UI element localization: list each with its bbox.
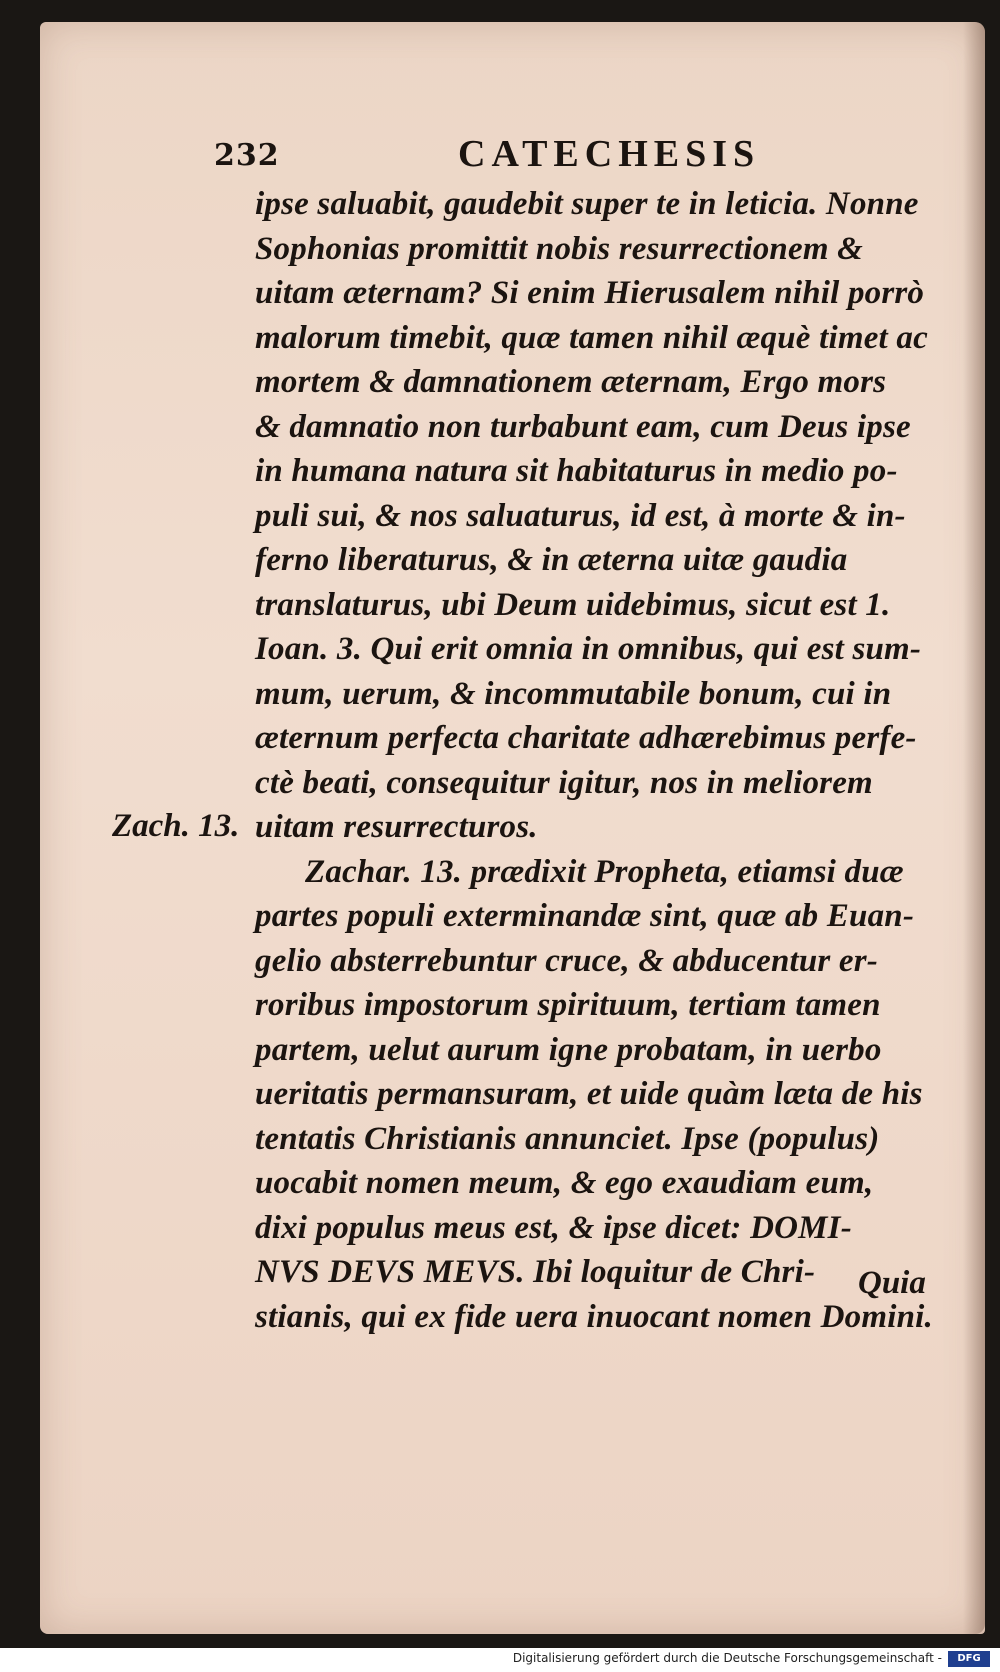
text-line: & damnatio non turbabunt eam, cum Deus ipse xyxy=(255,408,911,445)
text-line: Zachar. 13. prædixit Propheta, etiamsi duæ xyxy=(305,853,904,890)
text-line: in humana natura sit habitaturus in medio po- xyxy=(255,453,898,489)
text-line: stianis, qui ex fide uera inuocant nomen Domini. xyxy=(255,1298,933,1335)
text-line: tentatis Christianis annunciet. Ipse (populus) xyxy=(255,1120,880,1157)
text-line: translaturus, ubi Deum uidebimus, sicut est 1. xyxy=(255,586,891,623)
text-line: Ioan. 3. Qui erit omnia in omnibus, qui est sum- xyxy=(255,631,922,667)
page-number: 232 xyxy=(214,138,280,173)
text-line: ferno liberaturus, & in æterna uitæ gaudia xyxy=(255,542,848,578)
text-line: ipse saluabit, gaudebit super te in leticia. Nonne xyxy=(255,186,919,222)
text-line: dixi populus meus est, & ipse dicet: DOMI- xyxy=(255,1209,852,1246)
text-line: mortem & damnationem æternam, Ergo mors xyxy=(255,364,887,400)
text-line: NVS DEVS MEVS. Ibi loquitur de Chri- xyxy=(255,1254,816,1290)
text-line: partem, uelut aurum igne probatam, in uerbo xyxy=(255,1031,882,1068)
text-line: ueritatis permansuram, et uide quàm læta de his xyxy=(255,1076,923,1112)
funding-credit: Digitalisierung gefördert durch die Deutsche Forschungsgemeinschaft - xyxy=(512,1651,942,1665)
text-line: puli sui, & nos saluaturus, id est, à morte & in- xyxy=(255,497,906,534)
marginal-note: Zach. 13. xyxy=(112,808,240,844)
text-line: malorum timebit, quæ tamen nihil æquè timet ac xyxy=(255,319,928,356)
page-edge-shadow xyxy=(963,22,985,1634)
text-line: æternum perfecta charitate adhærebimus perfe- xyxy=(255,720,917,756)
text-line: uitam resurrecturos. xyxy=(255,809,538,845)
text-line: ctè beati, consequitur igitur, nos in meliorem xyxy=(255,764,873,801)
catchword: Quia xyxy=(858,1265,926,1301)
running-head xyxy=(0,132,1000,182)
text-line: uocabit nomen meum, & ego exaudiam eum, xyxy=(255,1165,874,1201)
running-title: CATECHESIS xyxy=(458,133,761,175)
text-line: roribus impostorum spirituum, tertiam tamen xyxy=(255,987,881,1023)
text-line: gelio absterrebuntur cruce, & abducentur er- xyxy=(255,942,878,979)
dfg-logo: DFG xyxy=(948,1651,990,1667)
text-line: uitam æternam? Si enim Hierusalem nihil porrò xyxy=(255,275,925,311)
body-text xyxy=(255,182,945,1339)
footer xyxy=(0,1648,1000,1672)
text-line: mum, uerum, & incommutabile bonum, cui in xyxy=(255,675,892,712)
text-line: partes populi exterminandæ sint, quæ ab Euan- xyxy=(255,898,915,934)
text-line: Sophonias promittit nobis resurrectionem & xyxy=(255,230,864,267)
